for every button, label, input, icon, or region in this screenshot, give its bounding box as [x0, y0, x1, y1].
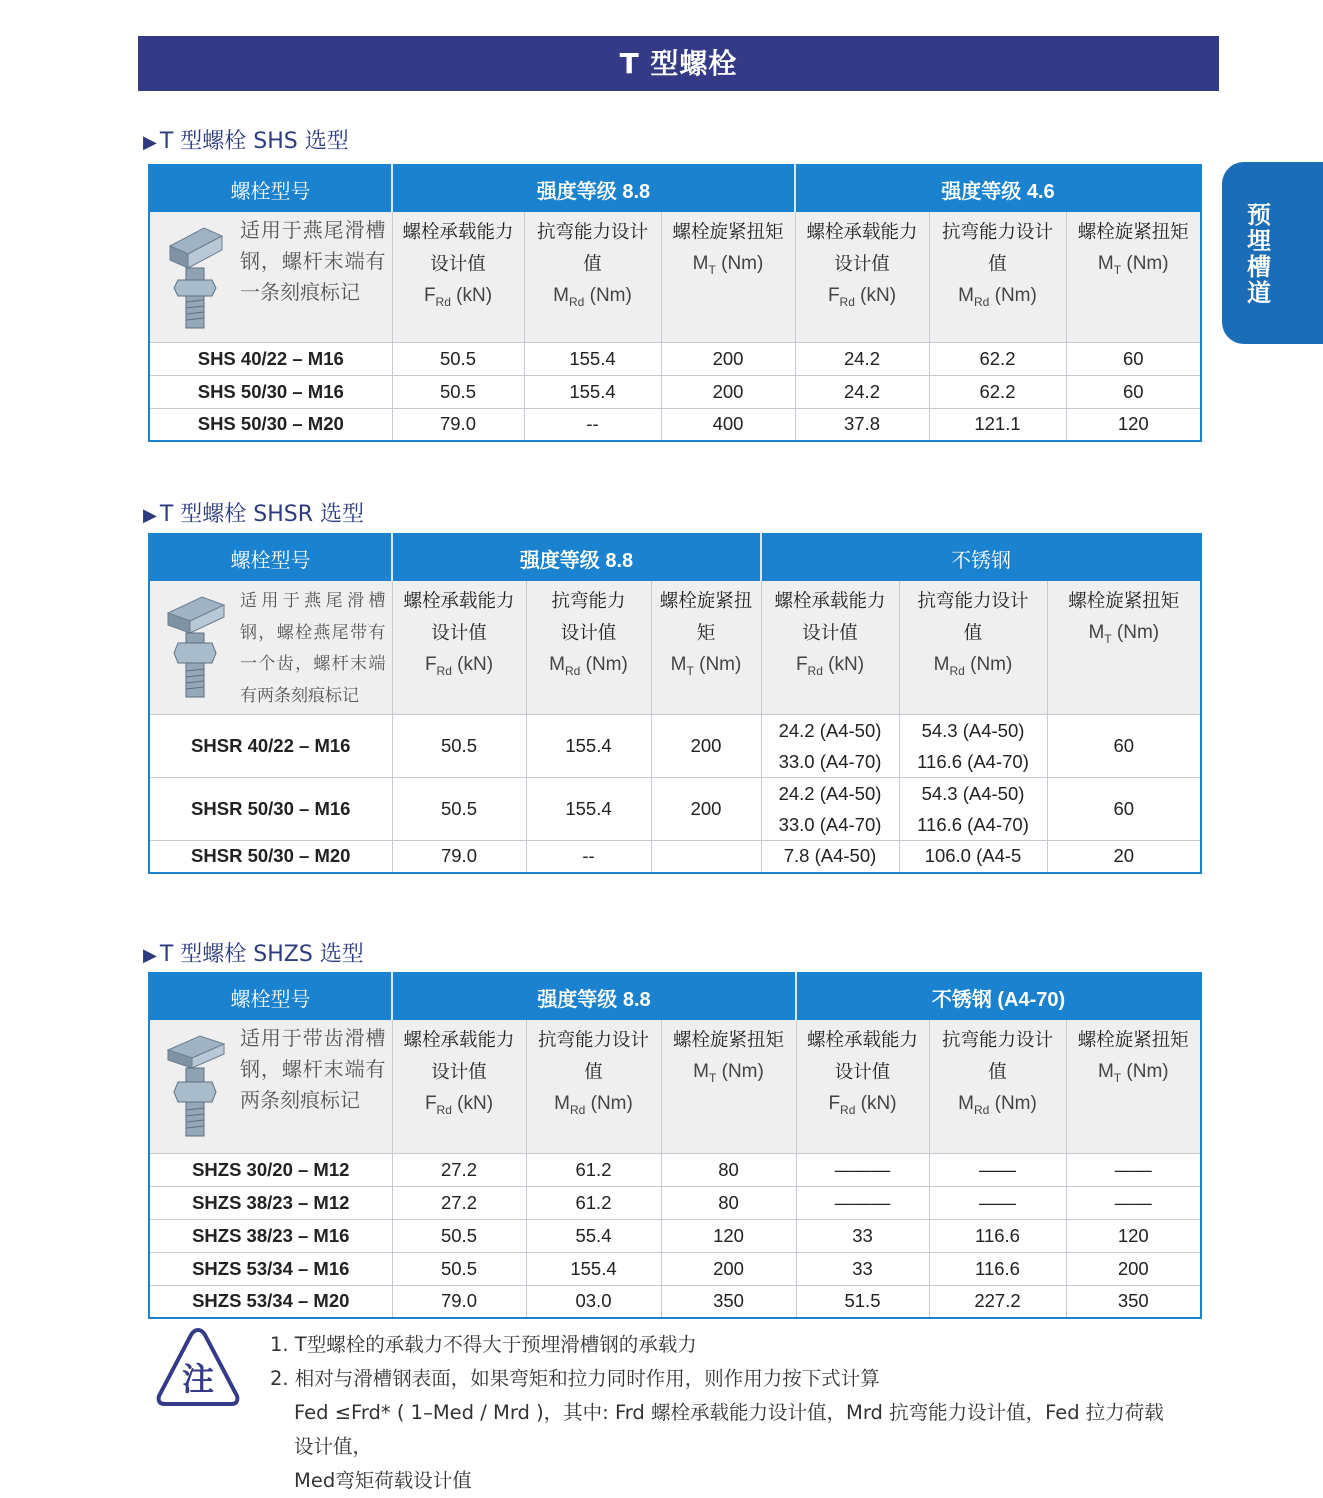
col-head: 螺栓承载能力设计值 $F_{Rd}$ (kN) — [392, 1020, 526, 1153]
t-bolt-illustration-icon — [164, 591, 228, 701]
table-row — [149, 1186, 1201, 1219]
cell-model: SHSR 40/22 – M16 — [149, 714, 392, 777]
cell: 33 — [796, 1219, 929, 1252]
header-grade-88: 强度等级 8.8 — [392, 973, 796, 1020]
cell: 80 — [661, 1153, 796, 1186]
cell: 33 — [796, 1252, 929, 1285]
cell: 400 — [661, 408, 795, 441]
cell: 200 — [1066, 1252, 1201, 1285]
header-stainless: 不锈钢 — [761, 534, 1201, 581]
cell: 200 — [651, 714, 761, 777]
cell: 62.2 — [929, 342, 1066, 375]
cell-model: SHZS 53/34 – M16 — [149, 1252, 392, 1285]
cell: —— — [929, 1153, 1066, 1186]
section-title-shzs — [143, 937, 364, 968]
section-title-shs — [143, 124, 349, 155]
side-tab-label: 预埋槽道 — [1247, 201, 1271, 307]
cell: 79.0 — [392, 840, 526, 873]
col-head: 螺栓旋紧扭矩 $M_T$ (Nm) — [1066, 1020, 1201, 1153]
cell: 120 — [661, 1219, 796, 1252]
cell: 50.5 — [392, 342, 524, 375]
section-title-text: T 型螺栓 SHSR 选型 — [159, 502, 365, 527]
shs-spec-table — [148, 164, 1202, 442]
triangle-bullet-icon: ▶ — [143, 505, 157, 526]
cell: -- — [524, 408, 661, 441]
cell: 80 — [661, 1186, 796, 1219]
cell: 155.4 — [526, 777, 651, 840]
t-bolt-illustration-icon — [164, 222, 228, 332]
section-title-text: T 型螺栓 SHS 选型 — [159, 129, 349, 154]
note-line-2: 2. 相对与滑槽钢表面，如果弯矩和拉力同时作用，则作用力按下式计算 — [270, 1367, 880, 1390]
table-row — [149, 714, 1201, 777]
note-line-4: Med弯矩荷载设计值 — [294, 1469, 472, 1492]
cell-model: SHS 40/22 – M16 — [149, 342, 392, 375]
side-tab-precast-channel[interactable] — [1222, 162, 1323, 344]
triangle-bullet-icon: ▶ — [143, 945, 157, 966]
bolt-description — [149, 581, 392, 714]
description-text: 适用于带齿滑槽钢，螺杆末端有两条刻痕标记 — [240, 1028, 386, 1112]
description-row — [149, 212, 1201, 342]
header-grade-88: 强度等级 8.8 — [392, 165, 795, 212]
page-title-banner: T 型螺栓 — [138, 36, 1219, 91]
col-head: 螺栓旋紧扭矩 $M_T$ (Nm) — [651, 581, 761, 714]
cell: 50.5 — [392, 1252, 526, 1285]
cell-model: SHZS 38/23 – M12 — [149, 1186, 392, 1219]
cell: 37.8 — [795, 408, 929, 441]
cell-model: SHZS 30/20 – M12 — [149, 1153, 392, 1186]
col-head: 螺栓承载能力设计值 $F_{Rd}$ (kN) — [392, 212, 524, 342]
cell: -- — [526, 840, 651, 873]
cell: 27.2 — [392, 1153, 526, 1186]
shzs-spec-table — [148, 972, 1202, 1319]
cell: ——— — [796, 1153, 929, 1186]
cell: 120 — [1066, 1219, 1201, 1252]
cell: 106.0 (A4-5 — [899, 840, 1047, 873]
table-row — [149, 1219, 1201, 1252]
cell-model: SHS 50/30 – M20 — [149, 408, 392, 441]
note-triangle-icon — [155, 1326, 241, 1408]
description-row — [149, 581, 1201, 714]
cell: 55.4 — [526, 1219, 661, 1252]
cell: 24.2 — [795, 375, 929, 408]
cell: 20 — [1047, 840, 1201, 873]
cell: 50.5 — [392, 1219, 526, 1252]
col-head: 抗弯能力设计值 $M_{Rd}$ (Nm) — [929, 212, 1066, 342]
cell: 61.2 — [526, 1186, 661, 1219]
description-text: 适用于燕尾滑槽钢，螺栓燕尾带有一个齿，螺杆末端有两条刻痕标记 — [240, 591, 386, 705]
triangle-bullet-icon: ▶ — [143, 132, 157, 153]
col-head: 螺栓旋紧扭矩 $M_T$ (Nm) — [661, 1020, 796, 1153]
col-head: 抗弯能力设计值 $M_{Rd}$ (Nm) — [526, 1020, 661, 1153]
table-row — [149, 408, 1201, 441]
header-stainless-a4-70: 不锈钢 (A4-70) — [796, 973, 1201, 1020]
cell: 79.0 — [392, 408, 524, 441]
cell: 27.2 — [392, 1186, 526, 1219]
cell: 50.5 — [392, 714, 526, 777]
cell: 50.5 — [392, 777, 526, 840]
cell: 200 — [661, 342, 795, 375]
cell: 155.4 — [524, 375, 661, 408]
header-grade-88: 强度等级 8.8 — [392, 534, 761, 581]
table-row — [149, 1252, 1201, 1285]
cell-model: SHZS 53/34 – M20 — [149, 1285, 392, 1318]
cell: 155.4 — [526, 714, 651, 777]
col-head: 螺栓旋紧扭矩 $M_T$ (Nm) — [1047, 581, 1201, 714]
cell: 62.2 — [929, 375, 1066, 408]
col-head: 螺栓承载能力设计值 $F_{Rd}$ (kN) — [392, 581, 526, 714]
col-head: 抗弯能力设计值 $M_{Rd}$ (Nm) — [526, 581, 651, 714]
cell: —— — [1066, 1153, 1201, 1186]
cell: 155.4 — [524, 342, 661, 375]
shsr-spec-table — [148, 533, 1202, 874]
table-row — [149, 1153, 1201, 1186]
cell: 60 — [1047, 777, 1201, 840]
cell: 116.6 — [929, 1219, 1066, 1252]
table-row — [149, 342, 1201, 375]
cell-model: SHSR 50/30 – M20 — [149, 840, 392, 873]
cell: 121.1 — [929, 408, 1066, 441]
col-head: 抗弯能力设计值 $M_{Rd}$ (Nm) — [929, 1020, 1066, 1153]
cell: 116.6 — [929, 1252, 1066, 1285]
cell: 03.0 — [526, 1285, 661, 1318]
cell: 54.3 (A4-50) 116.6 (A4-70) — [899, 714, 1047, 777]
header-model: 螺栓型号 — [149, 165, 392, 212]
description-text: 适用于燕尾滑槽钢，螺杆末端有一条刻痕标记 — [240, 220, 386, 304]
cell: 350 — [661, 1285, 796, 1318]
cell — [651, 840, 761, 873]
col-head: 抗弯能力设计值 $M_{Rd}$ (Nm) — [524, 212, 661, 342]
t-bolt-illustration-icon — [164, 1030, 228, 1140]
cell: 350 — [1066, 1285, 1201, 1318]
table-row — [149, 840, 1201, 873]
cell: —— — [1066, 1186, 1201, 1219]
cell: 61.2 — [526, 1153, 661, 1186]
cell: —— — [929, 1186, 1066, 1219]
cell-model: SHS 50/30 – M16 — [149, 375, 392, 408]
cell: 79.0 — [392, 1285, 526, 1318]
section-title-text: T 型螺栓 SHZS 选型 — [159, 942, 364, 967]
header-grade-46: 强度等级 4.6 — [795, 165, 1201, 212]
note-line-3: Fed ≤Frd* ( 1–Med / Mrd )，其中: Frd 螺栓承载能力设计值，Mrd 抗弯能力设计值，Fed 拉力荷载设计值， — [294, 1401, 1164, 1458]
note-line-1: 1. T型螺栓的承载力不得大于预埋滑槽钢的承载力 — [270, 1333, 697, 1356]
col-head: 螺栓旋紧扭矩 $M_T$ (Nm) — [661, 212, 795, 342]
col-head: 螺栓承载能力设计值 $F_{Rd}$ (kN) — [795, 212, 929, 342]
cell: 50.5 — [392, 375, 524, 408]
bolt-description — [149, 212, 392, 342]
cell: 200 — [651, 777, 761, 840]
cell-model: SHSR 50/30 – M16 — [149, 777, 392, 840]
cell: 60 — [1047, 714, 1201, 777]
description-row — [149, 1020, 1201, 1153]
cell-model: SHZS 38/23 – M16 — [149, 1219, 392, 1252]
table-row — [149, 1285, 1201, 1318]
col-head: 螺栓旋紧扭矩 $M_T$ (Nm) — [1066, 212, 1201, 342]
notes-text — [270, 1328, 1170, 1498]
cell: ——— — [796, 1186, 929, 1219]
note-icon-label: 注 — [181, 1360, 215, 1398]
cell: 60 — [1066, 375, 1201, 408]
cell: 200 — [661, 375, 795, 408]
col-head: 抗弯能力设计值 $M_{Rd}$ (Nm) — [899, 581, 1047, 714]
cell: 155.4 — [526, 1252, 661, 1285]
cell: 60 — [1066, 342, 1201, 375]
cell: 24.2 — [795, 342, 929, 375]
table-row — [149, 777, 1201, 840]
cell: 7.8 (A4-50) — [761, 840, 899, 873]
cell: 54.3 (A4-50) 116.6 (A4-70) — [899, 777, 1047, 840]
col-head: 螺栓承载能力设计值 $F_{Rd}$ (kN) — [796, 1020, 929, 1153]
header-model: 螺栓型号 — [149, 534, 392, 581]
section-title-shsr — [143, 497, 364, 528]
col-head: 螺栓承载能力设计值 $F_{Rd}$ (kN) — [761, 581, 899, 714]
bolt-description — [149, 1020, 392, 1153]
cell: 51.5 — [796, 1285, 929, 1318]
cell: 227.2 — [929, 1285, 1066, 1318]
header-model: 螺栓型号 — [149, 973, 392, 1020]
cell: 120 — [1066, 408, 1201, 441]
cell: 24.2 (A4-50) 33.0 (A4-70) — [761, 714, 899, 777]
cell: 24.2 (A4-50) 33.0 (A4-70) — [761, 777, 899, 840]
cell: 200 — [661, 1252, 796, 1285]
table-row — [149, 375, 1201, 408]
